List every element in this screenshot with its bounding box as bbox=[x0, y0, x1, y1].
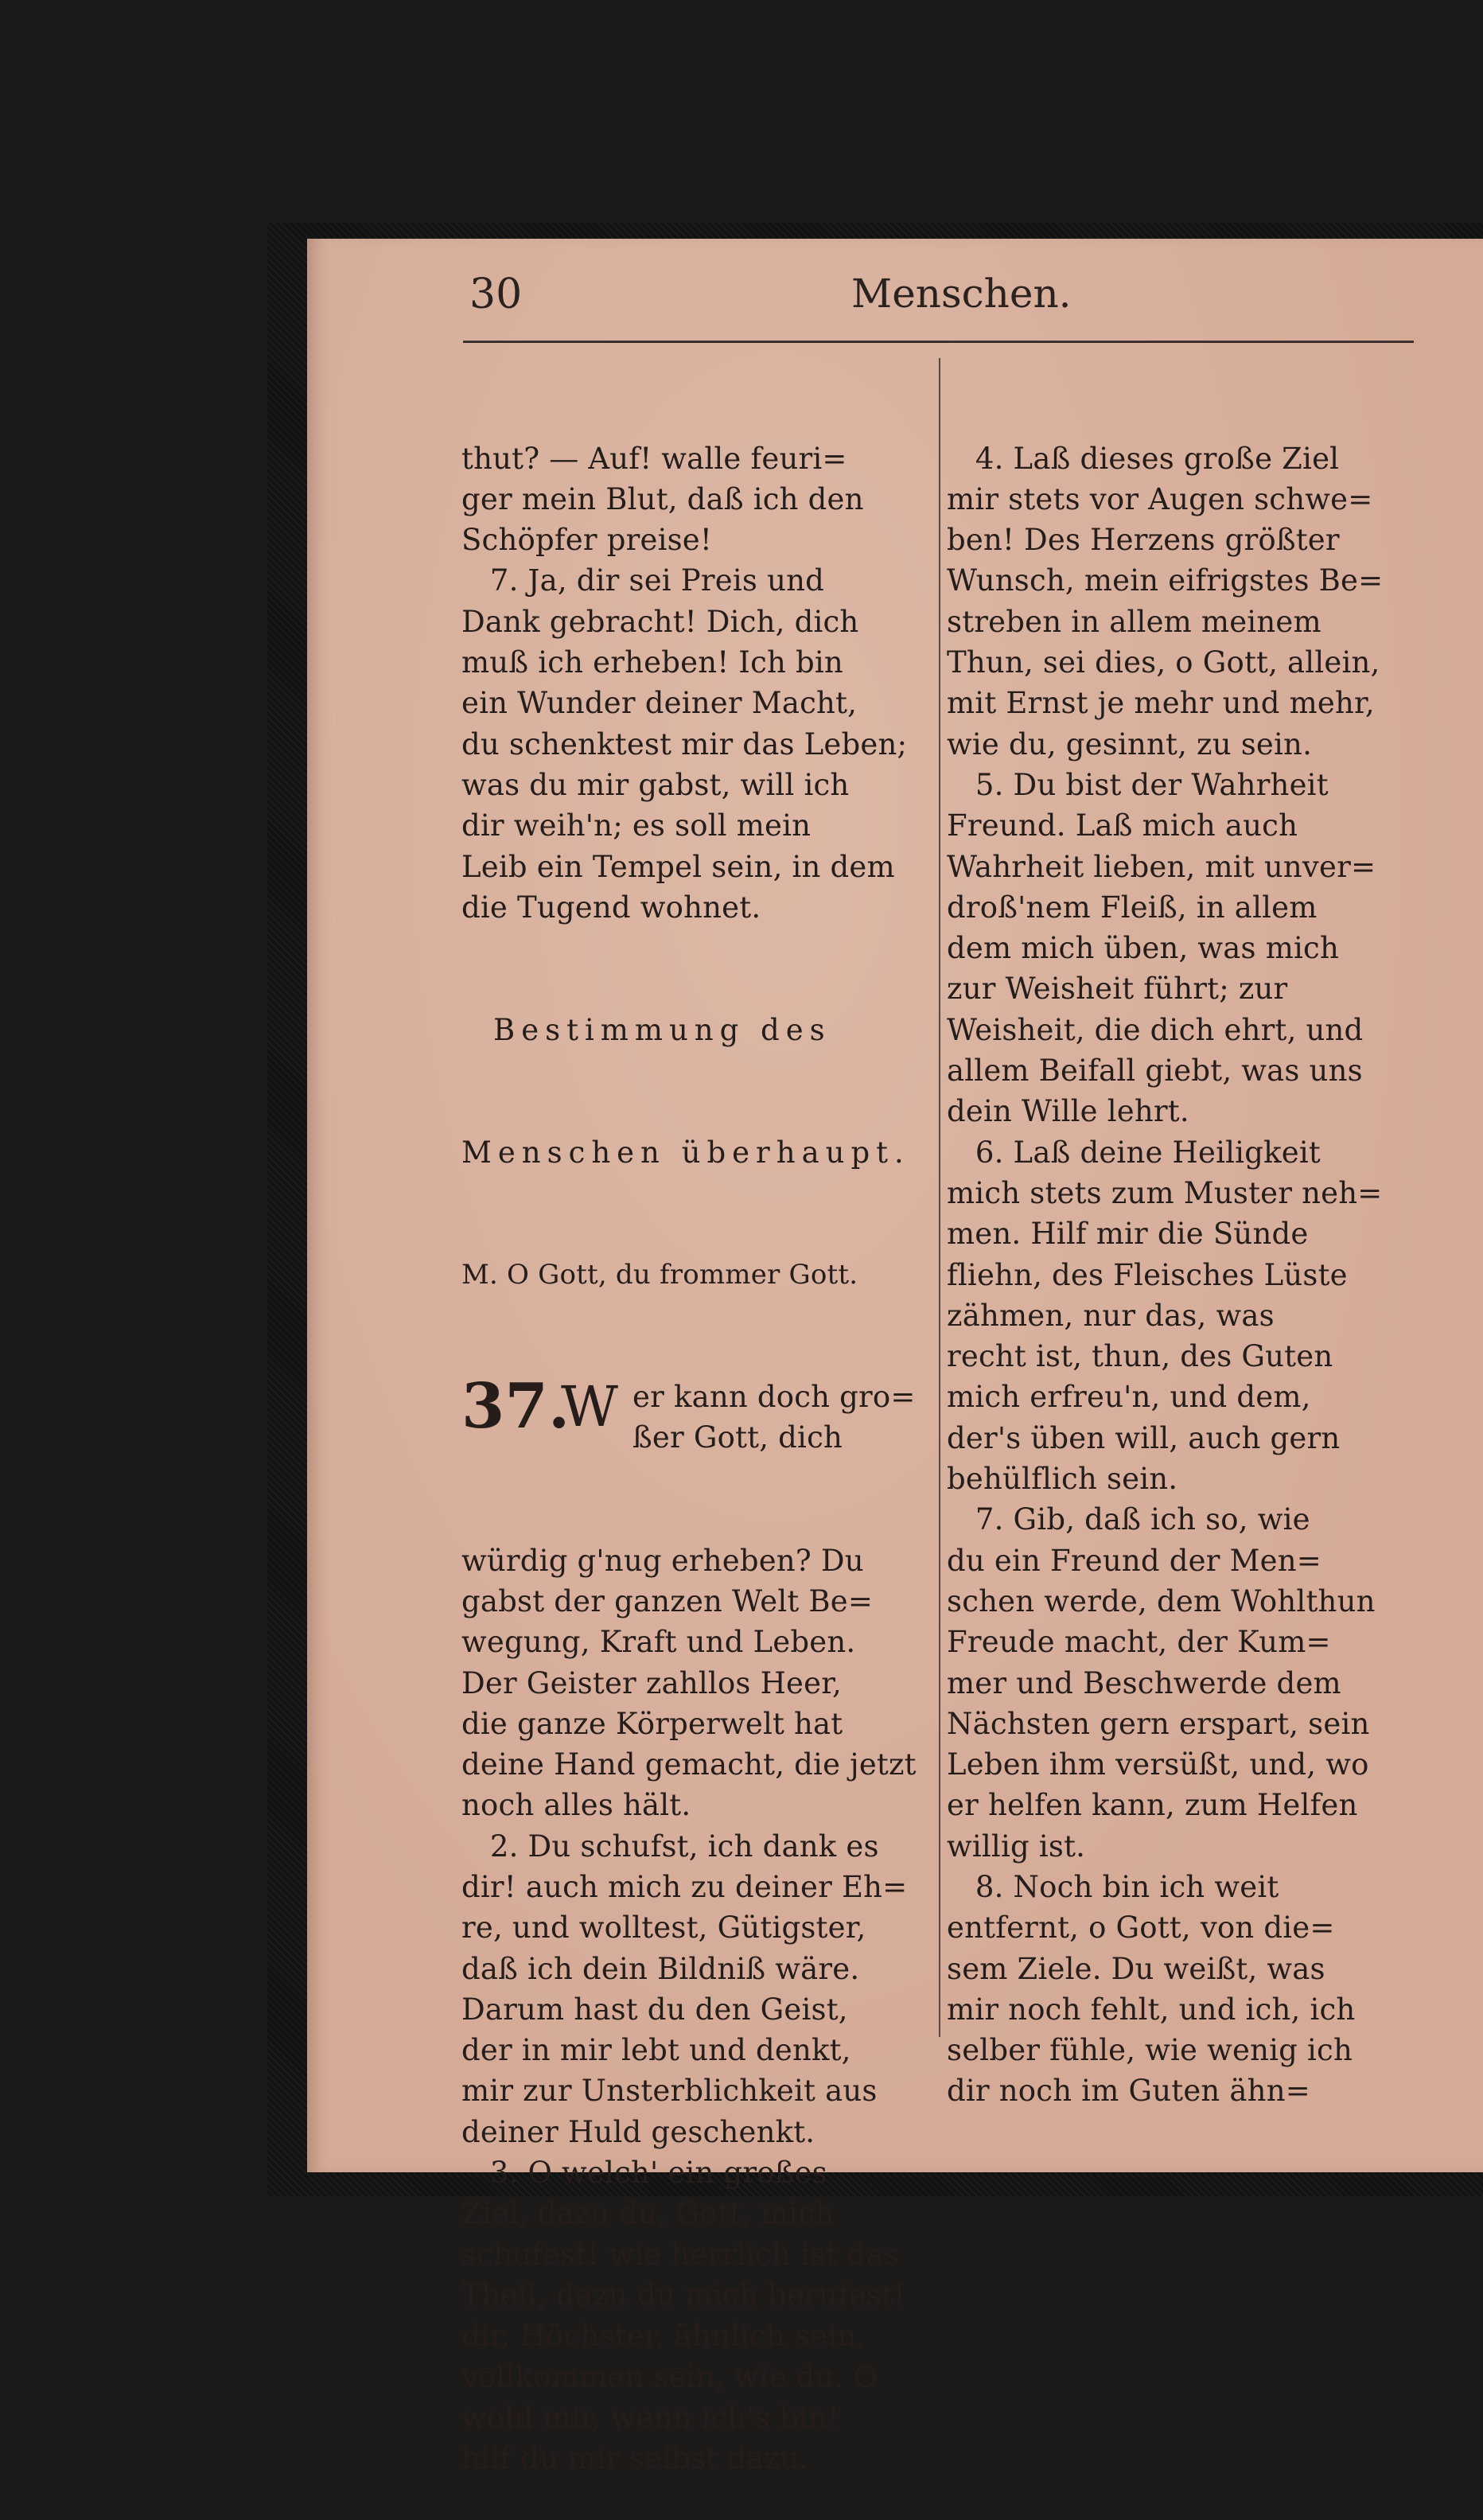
text-line: deiner Huld geschenkt. bbox=[461, 2114, 815, 2149]
text-line: schen werde, dem Wohlthun bbox=[947, 1583, 1376, 1618]
left-column-bottom-text bbox=[461, 1540, 931, 2479]
text-line: 5. Du bist der Wahrheit bbox=[947, 767, 1329, 802]
section-heading-line-2: Menschen überhaupt. bbox=[461, 1135, 910, 1170]
text-line: du ein Freund der Men= bbox=[947, 1543, 1322, 1578]
text-line: behülflich sein. bbox=[947, 1462, 1178, 1497]
text-line: Darum hast du den Geist, bbox=[461, 1992, 848, 2027]
text-line: 7. Ja, dir sei Preis und bbox=[461, 563, 825, 598]
right-column bbox=[947, 356, 1424, 2152]
hymn-first-line: er kann doch gro= bbox=[633, 1380, 916, 1415]
text-line: allem Beifall giebt, was uns bbox=[947, 1054, 1363, 1089]
hymn-number: 37. bbox=[461, 1370, 570, 1443]
text-line: Leib ein Tempel sein, in dem bbox=[461, 849, 895, 884]
text-line: 6. Laß deine Heiligkeit bbox=[947, 1135, 1321, 1170]
text-line: muß ich erheben! Ich bin bbox=[461, 645, 843, 680]
text-line: fliehn, des Fleisches Lüste bbox=[947, 1257, 1348, 1292]
text-line: ein Wunder deiner Macht, bbox=[461, 686, 858, 721]
text-line: hilf du mir selbst dazu. bbox=[461, 2441, 809, 2476]
text-line: Leben ihm versüßt, und, wo bbox=[947, 1747, 1369, 1782]
text-line: würdig g'nug erheben? Du bbox=[461, 1543, 864, 1578]
text-line: ben! Des Herzens größter bbox=[947, 523, 1340, 558]
text-line: Dank gebracht! Dich, dich bbox=[461, 604, 859, 639]
text-line: Der Geister zahllos Heer, bbox=[461, 1665, 843, 1700]
text-line: recht ist, thun, des Guten bbox=[947, 1339, 1333, 1374]
text-line: Thun, sei dies, o Gott, allein, bbox=[947, 645, 1380, 680]
text-line: Weisheit, die dich ehrt, und bbox=[947, 1012, 1364, 1047]
text-line: mich erfreu'n, und dem, bbox=[947, 1380, 1311, 1415]
section-heading-line-1: Bestimmung des bbox=[493, 1012, 831, 1047]
text-line: die Tugend wohnet. bbox=[461, 890, 761, 925]
text-line: ger mein Blut, daß ich den bbox=[461, 481, 864, 516]
text-line: Wahrheit lieben, mit unver= bbox=[947, 849, 1376, 884]
text-line: 7. Gib, daß ich so, wie bbox=[947, 1502, 1310, 1537]
text-line: dein Wille lehrt. bbox=[947, 1094, 1189, 1129]
text-line: deine Hand gemacht, die jetzt bbox=[461, 1747, 917, 1782]
text-line: dem mich üben, was mich bbox=[947, 931, 1339, 966]
text-line: selber fühle, wie wenig ich bbox=[947, 2033, 1353, 2068]
text-line: mit Ernst je mehr und mehr, bbox=[947, 686, 1375, 721]
text-line: mir zur Unsterblichkeit aus bbox=[461, 2074, 878, 2109]
text-line: Freude macht, der Kum= bbox=[947, 1625, 1331, 1660]
text-line: daß ich dein Bildniß wäre. bbox=[461, 1951, 860, 1986]
text-line: willig ist. bbox=[947, 1829, 1086, 1864]
text-line: noch alles hält. bbox=[461, 1788, 691, 1823]
text-line: du schenktest mir das Leben; bbox=[461, 726, 908, 761]
text-line: dir weih'n; es soll mein bbox=[461, 808, 812, 843]
text-line: zur Weisheit führt; zur bbox=[947, 972, 1288, 1007]
column-divider bbox=[939, 358, 940, 2037]
text-line: die ganze Körperwelt hat bbox=[461, 1706, 843, 1741]
text-line: dir! auch mich zu deiner Eh= bbox=[461, 1869, 908, 1904]
text-line: Theil, dazu du mich berufest! bbox=[461, 2277, 906, 2312]
text-line: was du mir gabst, will ich bbox=[461, 767, 850, 802]
text-line: zähmen, nur das, was bbox=[947, 1298, 1275, 1333]
text-line: Nächsten gern erspart, sein bbox=[947, 1706, 1370, 1741]
text-line: Ziel, dazu du, Gott, mich bbox=[461, 2196, 835, 2231]
text-line: Wunsch, mein eifrigstes Be= bbox=[947, 563, 1384, 598]
text-line: mer und Beschwerde dem bbox=[947, 1665, 1341, 1700]
text-line: er helfen kann, zum Helfen bbox=[947, 1788, 1358, 1823]
header-rule bbox=[463, 341, 1414, 343]
text-line: droß'nem Fleiß, in allem bbox=[947, 890, 1318, 925]
text-line: mich stets zum Muster neh= bbox=[947, 1175, 1383, 1210]
text-line: der's üben will, auch gern bbox=[947, 1420, 1341, 1455]
melody-line: M. O Gott, du frommer Gott. bbox=[461, 1258, 858, 1291]
drop-cap: W bbox=[561, 1374, 619, 1440]
text-line: dir, Höchster, ähnlich sein, bbox=[461, 2319, 866, 2354]
text-line: gabst der ganzen Welt Be= bbox=[461, 1583, 874, 1618]
text-line: wegung, Kraft und Leben. bbox=[461, 1625, 856, 1660]
hymn-second-line: ßer Gott, dich bbox=[633, 1420, 843, 1455]
text-line: sem Ziele. Du weißt, was bbox=[947, 1951, 1325, 1986]
left-column bbox=[461, 356, 931, 2520]
text-line: der in mir lebt und denkt, bbox=[461, 2033, 851, 2068]
text-line: vollkommen sein, wie du. O bbox=[461, 2359, 878, 2394]
text-line: 8. Noch bin ich weit bbox=[947, 1869, 1279, 1904]
text-line: entfernt, o Gott, von die= bbox=[947, 1910, 1335, 1946]
running-title: Menschen. bbox=[851, 271, 1072, 317]
page-number: 30 bbox=[469, 271, 523, 318]
text-line: Schöpfer preise! bbox=[461, 523, 712, 558]
text-line: mir noch fehlt, und ich, ich bbox=[947, 1992, 1356, 2027]
right-column-text bbox=[947, 438, 1424, 2112]
left-column-top-text bbox=[461, 438, 931, 929]
text-line: 2. Du schufst, ich dank es bbox=[461, 1829, 879, 1864]
text-line: 3. O welch' ein großes bbox=[461, 2156, 827, 2191]
text-line: schufest! wie herrlich ist das bbox=[461, 2237, 899, 2272]
text-line: wohl mir, wenn ich's bin! bbox=[461, 2400, 839, 2435]
text-line: men. Hilf mir die Sünde bbox=[947, 1217, 1309, 1252]
text-line: wie du, gesinnt, zu sein. bbox=[947, 726, 1313, 761]
text-line: Freund. Laß mich auch bbox=[947, 808, 1298, 843]
text-line: thut? — Auf! walle feuri= bbox=[461, 441, 847, 476]
text-line: re, und wolltest, Gütigster, bbox=[461, 1910, 866, 1946]
text-line: mir stets vor Augen schwe= bbox=[947, 481, 1373, 516]
hymn-opening bbox=[461, 1370, 931, 1459]
text-line: dir noch im Guten ähn= bbox=[947, 2074, 1310, 2109]
text-line: streben in allem meinem bbox=[947, 604, 1321, 639]
text-line: 4. Laß dieses große Ziel bbox=[947, 441, 1340, 476]
